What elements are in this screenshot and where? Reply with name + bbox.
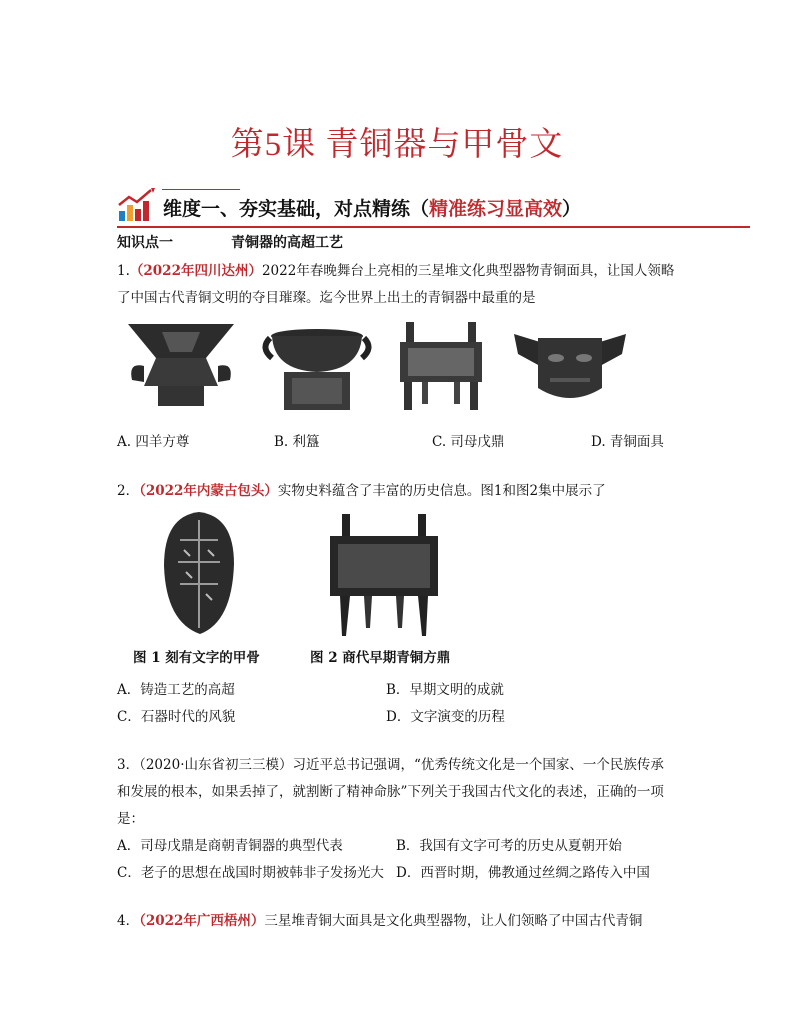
question-source: （2022年四川达州） [129,263,262,279]
question-4 [117,908,677,935]
bar-chart-arrow-icon [117,187,157,223]
simuwu-ding-image [392,320,490,412]
knowledge-point-label: 知识点一 [117,235,173,251]
q1-option-d[interactable]: D. 青铜面具 [591,434,664,450]
question-number: 4． [117,913,140,929]
section-heading-main: 维度一、夯实基础，对点精练（ [163,198,430,220]
four-goat-square-zun-image [122,322,240,410]
question-number: 3． [117,757,140,773]
section-heading-end: ） [562,198,582,220]
q1-option-b[interactable]: B. 利簋 [274,434,320,450]
q2-option-a[interactable]: A．铸造工艺的高超 [117,682,235,698]
section-heading-highlight: 精准练习显高效 [429,198,563,220]
question-2 [117,478,737,505]
section-heading [163,194,581,221]
question-number: 2． [117,483,140,499]
q2-option-d[interactable]: D．文字演变的历程 [386,709,505,725]
bronze-mask-image [510,328,630,410]
q2-option-b[interactable]: B．早期文明的成就 [386,682,504,698]
early-shang-square-ding-image [326,510,442,638]
figure-2-caption: 图 2 商代早期青铜方鼎 [310,650,451,666]
page-title: 第5课 青铜器与甲骨文 [230,127,564,163]
question-3 [117,752,677,833]
q1-option-a[interactable]: A. 四羊方尊 [117,434,190,450]
figure-1-caption: 图 1 刻有文字的甲骨 [133,650,260,666]
knowledge-point-title: 青铜器的高超工艺 [231,235,343,251]
q3-option-a[interactable]: A．司母戊鼎是商朝青铜器的典型代表 [117,838,343,854]
question-1 [117,258,677,312]
section-rule [117,226,750,228]
q3-option-d[interactable]: D．西晋时期，佛教通过丝绸之路传入中国 [396,865,650,881]
question-text: 三星堆青铜大面具是文化典型器物，让人们领略了中国古代青铜 [264,913,643,929]
q1-option-c[interactable]: C. 司母戊鼎 [432,434,505,450]
q2-option-c[interactable]: C．石器时代的风貌 [117,709,236,725]
question-text: 2022年春晚舞台上亮相的三星堆文化典型器物青铜面具，让国人领略了中国古代青铜文明的夺目璀璨。迄今世界上出土的青铜器中最重的是 [117,263,675,306]
section-top-rule [162,189,240,190]
question-source: （2022年内蒙古包头） [139,483,278,499]
q3-option-c[interactable]: C．老子的思想在战国时期被韩非子发扬光大 [117,865,384,881]
question-text: 实物史料蕴含了丰富的历史信息。图1和图2集中展示了 [277,483,606,499]
li-gui-image [262,322,372,414]
question-text: （2020·山东省初三三模）习近平总书记强调，“优秀传统文化是一个国家、一个民族传承和发展的根本，如果丢掉了，就割断了精神命脉”下列关于我国古代文化的表述，正确的一项是： [117,757,664,827]
oracle-bone-image [160,510,238,636]
question-source: （2022年广西梧州） [139,913,265,929]
question-number: 1. [117,263,130,279]
knowledge-point [117,232,343,252]
q3-option-b[interactable]: B．我国有文字可考的历史从夏朝开始 [396,838,622,854]
